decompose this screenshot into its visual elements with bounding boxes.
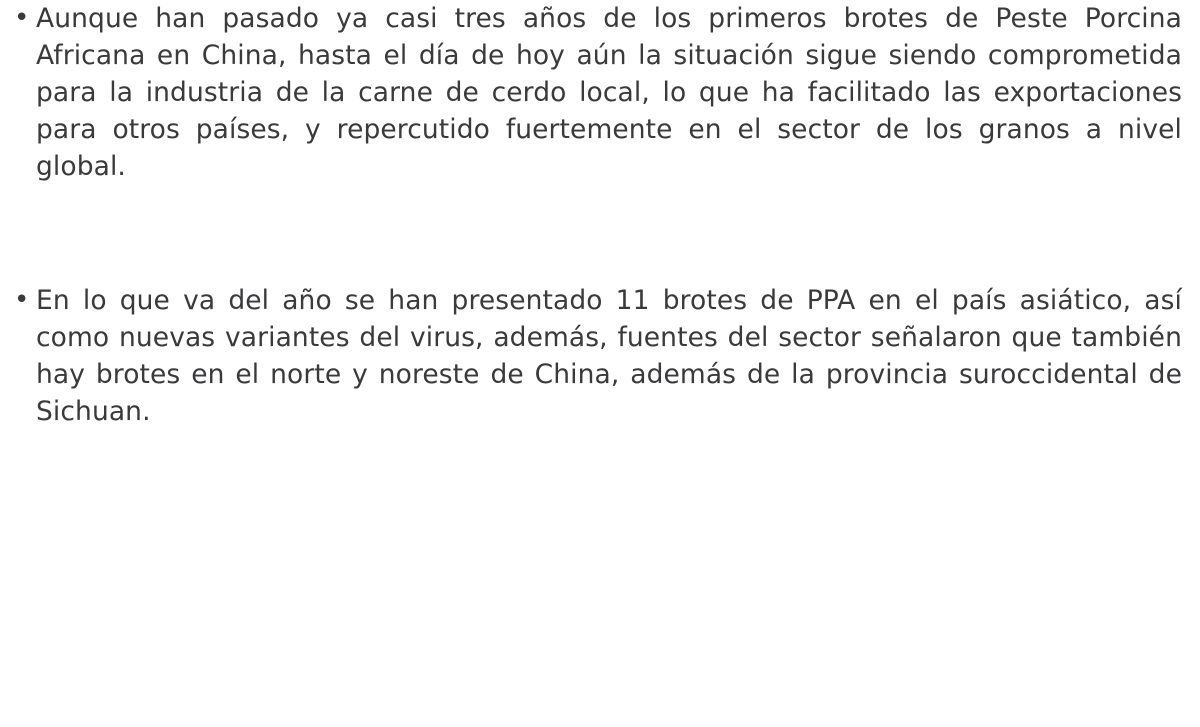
bullet-paragraph-text: Aunque han pasado ya casi tres años de los primeros brotes de Peste Porcina Africana en China, hasta el día de hoy aún la situación sigue siendo comprometida para la industria de la carne de cerdo local, lo que ha facilitado las exportaciones para otros países, y repercutido fuertemente en el sector de los granos a nivel global.: [36, 3, 1182, 182]
bullet-list: [14, 0, 1182, 467]
list-item: [14, 282, 1182, 467]
bullet-point-icon: •: [14, 3, 30, 33]
bullet-paragraph-text: En lo que va del año se han presentado 11 brotes de PPA en el país asiático, así como nuevas variantes del virus, además, fuentes del sector señalaron que también hay brotes en el norte y noreste de China, además de la provincia suroccidental de Sichuan.: [36, 285, 1182, 427]
list-item: [14, 0, 1182, 222]
bullet-point-icon: •: [14, 285, 30, 315]
slide-body: [14, 0, 1182, 727]
empty-area: [14, 467, 1182, 727]
